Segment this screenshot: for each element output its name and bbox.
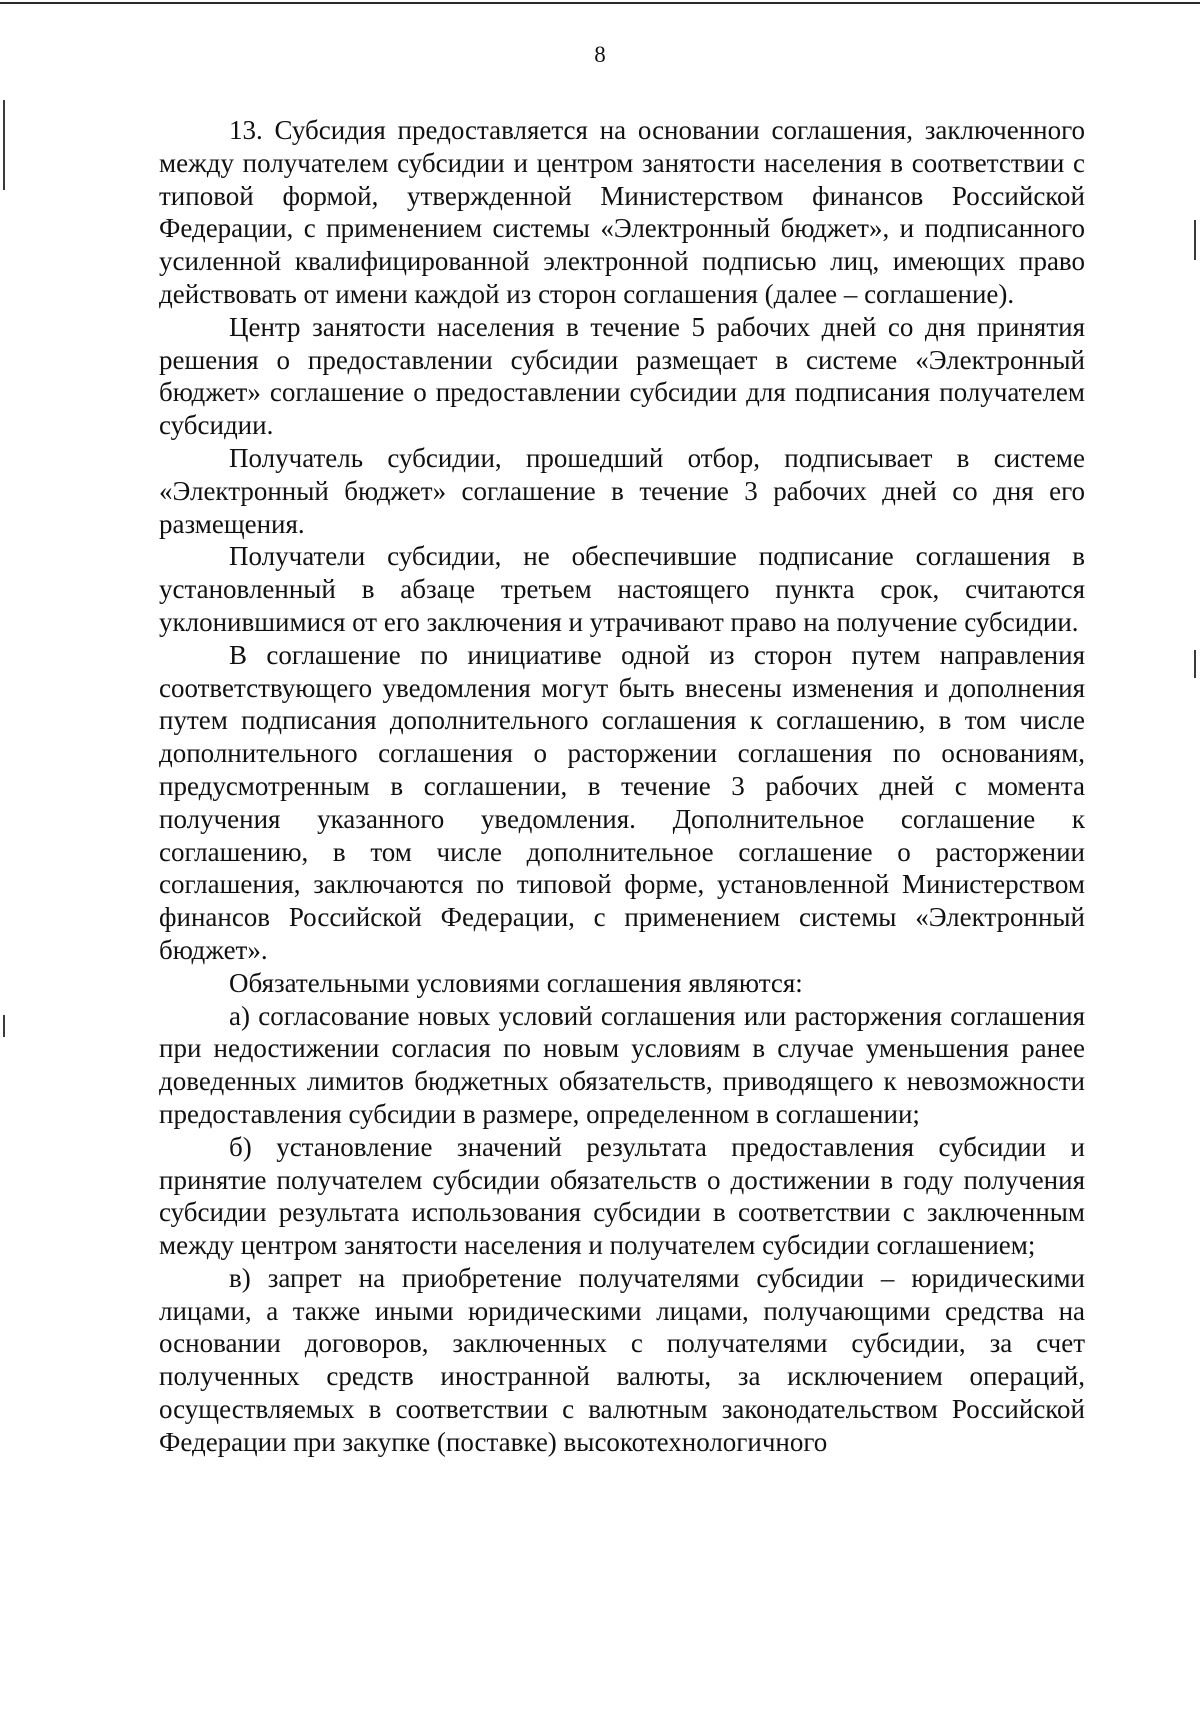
- scan-edge-mark: [3, 1015, 5, 1037]
- paragraph-mandatory-conditions: Обязательными условиями соглашения являются:: [229, 967, 803, 998]
- scan-edge-line: [0, 2, 1200, 4]
- paragraph-amendments: В соглашение по инициативе одной из сторон путем направления соответствующего уведомления могут быть внесены изменения и дополнения путем подписания дополнительного соглашения к соглашению, в том числе дополнительного соглашения о расторжении соглашения по основаниям, предусмотренным в соглашении, в течение 3 рабочих дней с момента получения указанного уведомления. Дополнительное соглашение к соглашению, в том числе дополнительное соглашение о расторжении соглашения, заключаются по типовой форме, установленной Министерством финансов Российской Федерации, с применением системы «Электронный бюджет».: [159, 639, 1085, 965]
- paragraph-condition-b: б) установление значений результата предоставления субсидии и принятие получателем субсидии обязательств о достижении в году получения субсидии результата использования субсидии в соответствии с заключенным между центром занятости населения и получателем субсидии соглашением;: [159, 1131, 1085, 1261]
- scan-edge-mark: [1194, 650, 1196, 678]
- document-body: [159, 114, 1085, 1459]
- paragraph-condition-v: в) запрет на приобретение получателями субсидии – юридическими лицами, а также иными юридическими лицами, получающими средства на основании договоров, заключенных с получателями субсидии, за счет полученных средств иностранной валюты, за исключением операций, осуществляемых в соответствии с валютным законодательством Российской Федерации при закупке (поставке) высокотехнологичного: [159, 1262, 1085, 1457]
- paragraph-signing-agreement: Получатель субсидии, прошедший отбор, подписывает в системе «Электронный бюджет» соглашение в течение 3 рабочих дней со дня его размещения.: [159, 442, 1085, 539]
- page-number: 8: [594, 42, 606, 67]
- scan-edge-mark: [3, 100, 5, 190]
- paragraph-posting-agreement: Центр занятости населения в течение 5 рабочих дней со дня принятия решения о предоставлении субсидии размещает в системе «Электронный бюджет» соглашение о предоставлении субсидии для подписания получателем субсидии.: [159, 311, 1085, 441]
- scan-edge-mark: [1194, 220, 1196, 260]
- paragraph-condition-a: а) согласование новых условий соглашения или расторжения соглашения при недостижении согласия по новым условиям в случае уменьшения ранее доведенных лимитов бюджетных обязательств, приводящего к невозможности предоставления субсидии в размере, определенном в соглашении;: [159, 1000, 1085, 1129]
- paragraph-item-13: 13. Субсидия предоставляется на основании соглашения, заключенного между получателем субсидии и центром занятости населения в соответствии с типовой формой, утвержденной Министерством финансов Российской Федерации, с применением системы «Электронный бюджет», и подписанного усиленной квалифицированной электронной подписью лиц, имеющих право действовать от имени каждой из сторон соглашения (далее – соглашение).: [159, 115, 1085, 309]
- paragraph-evasion: Получатели субсидии, не обеспечившие подписание соглашения в установленный в абзаце третьем настоящего пункта срок, считаются уклонившимися от его заключения и утрачивают право на получение субсидии.: [159, 541, 1085, 637]
